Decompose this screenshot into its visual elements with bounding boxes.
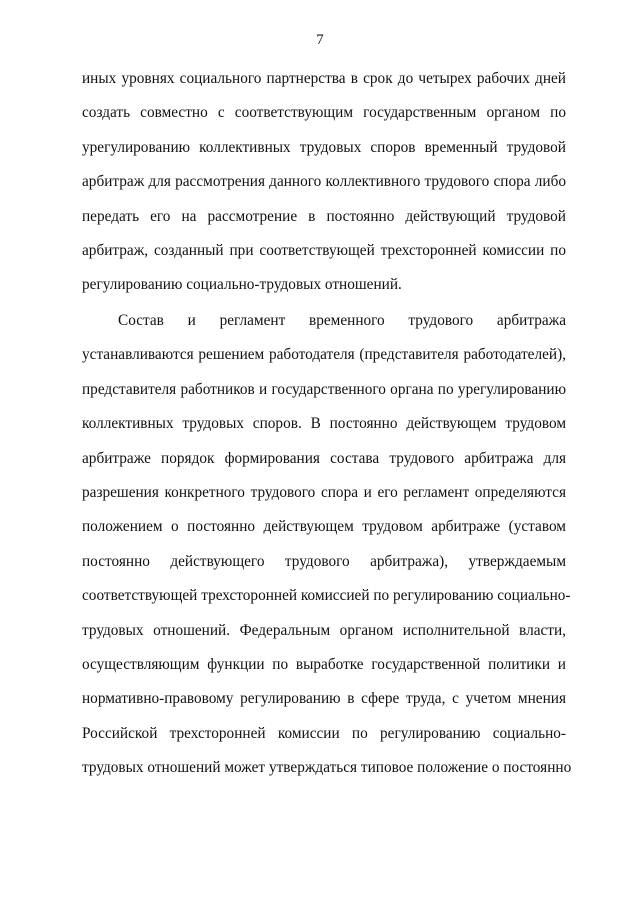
paragraph-1 <box>82 62 566 303</box>
paragraph-line: нормативно-правовому регулированию в сфере труда, с учетом мнения <box>82 690 566 708</box>
paragraph-line: осуществляющим функции по выработке государственной политики и <box>82 655 566 673</box>
paragraph-line: передать его на рассмотрение в постоянно действующий трудовой <box>82 207 566 225</box>
paragraph-line: Российской трехсторонней комиссии по регулированию социально- <box>82 724 566 742</box>
paragraph-2 <box>82 304 572 785</box>
paragraph-line: иных уровнях социального партнерства в срок до четырех рабочих дней <box>82 70 566 87</box>
paragraph-line: арбитраж для рассмотрения данного коллективного трудового спора либо <box>82 173 566 191</box>
paragraph-line: урегулированию коллективных трудовых споров временный трудовой <box>82 138 566 156</box>
paragraph-line: постоянно действующего трудового арбитража), утверждаемым <box>82 552 566 570</box>
paragraph-line: соответствующей трехсторонней комиссией по регулированию социально- <box>82 587 571 605</box>
paragraph-line: устанавливаются решением работодателя (представителя работодателей), <box>82 346 566 364</box>
paragraph-line: представителя работников и государственного органа по урегулированию <box>82 380 566 398</box>
paragraph-line: создать совместно с соответствующим государственным органом по <box>82 104 566 122</box>
paragraph-line: Состав и регламент временного трудового арбитража <box>118 312 566 329</box>
paragraph-line: разрешения конкретного трудового спора и его регламент определяются <box>82 483 566 501</box>
paragraph-line: положением о постоянно действующем трудовом арбитраже (уставом <box>82 518 566 536</box>
paragraph-line: трудовых отношений. Федеральным органом исполнительной власти, <box>82 621 566 639</box>
paragraph-line: арбитраже порядок формирования состава трудового арбитража для <box>82 449 566 467</box>
paragraph-line: трудовых отношений может утверждаться типовое положение о постоянно <box>82 759 572 777</box>
paragraph-line: коллективных трудовых споров. В постоянно действующем трудовом <box>82 415 566 433</box>
paragraph-line: регулированию социально-трудовых отношений. <box>82 276 402 294</box>
page-number: 7 <box>316 32 324 48</box>
paragraph-line: арбитраж, созданный при соответствующей трехсторонней комиссии по <box>82 241 566 259</box>
